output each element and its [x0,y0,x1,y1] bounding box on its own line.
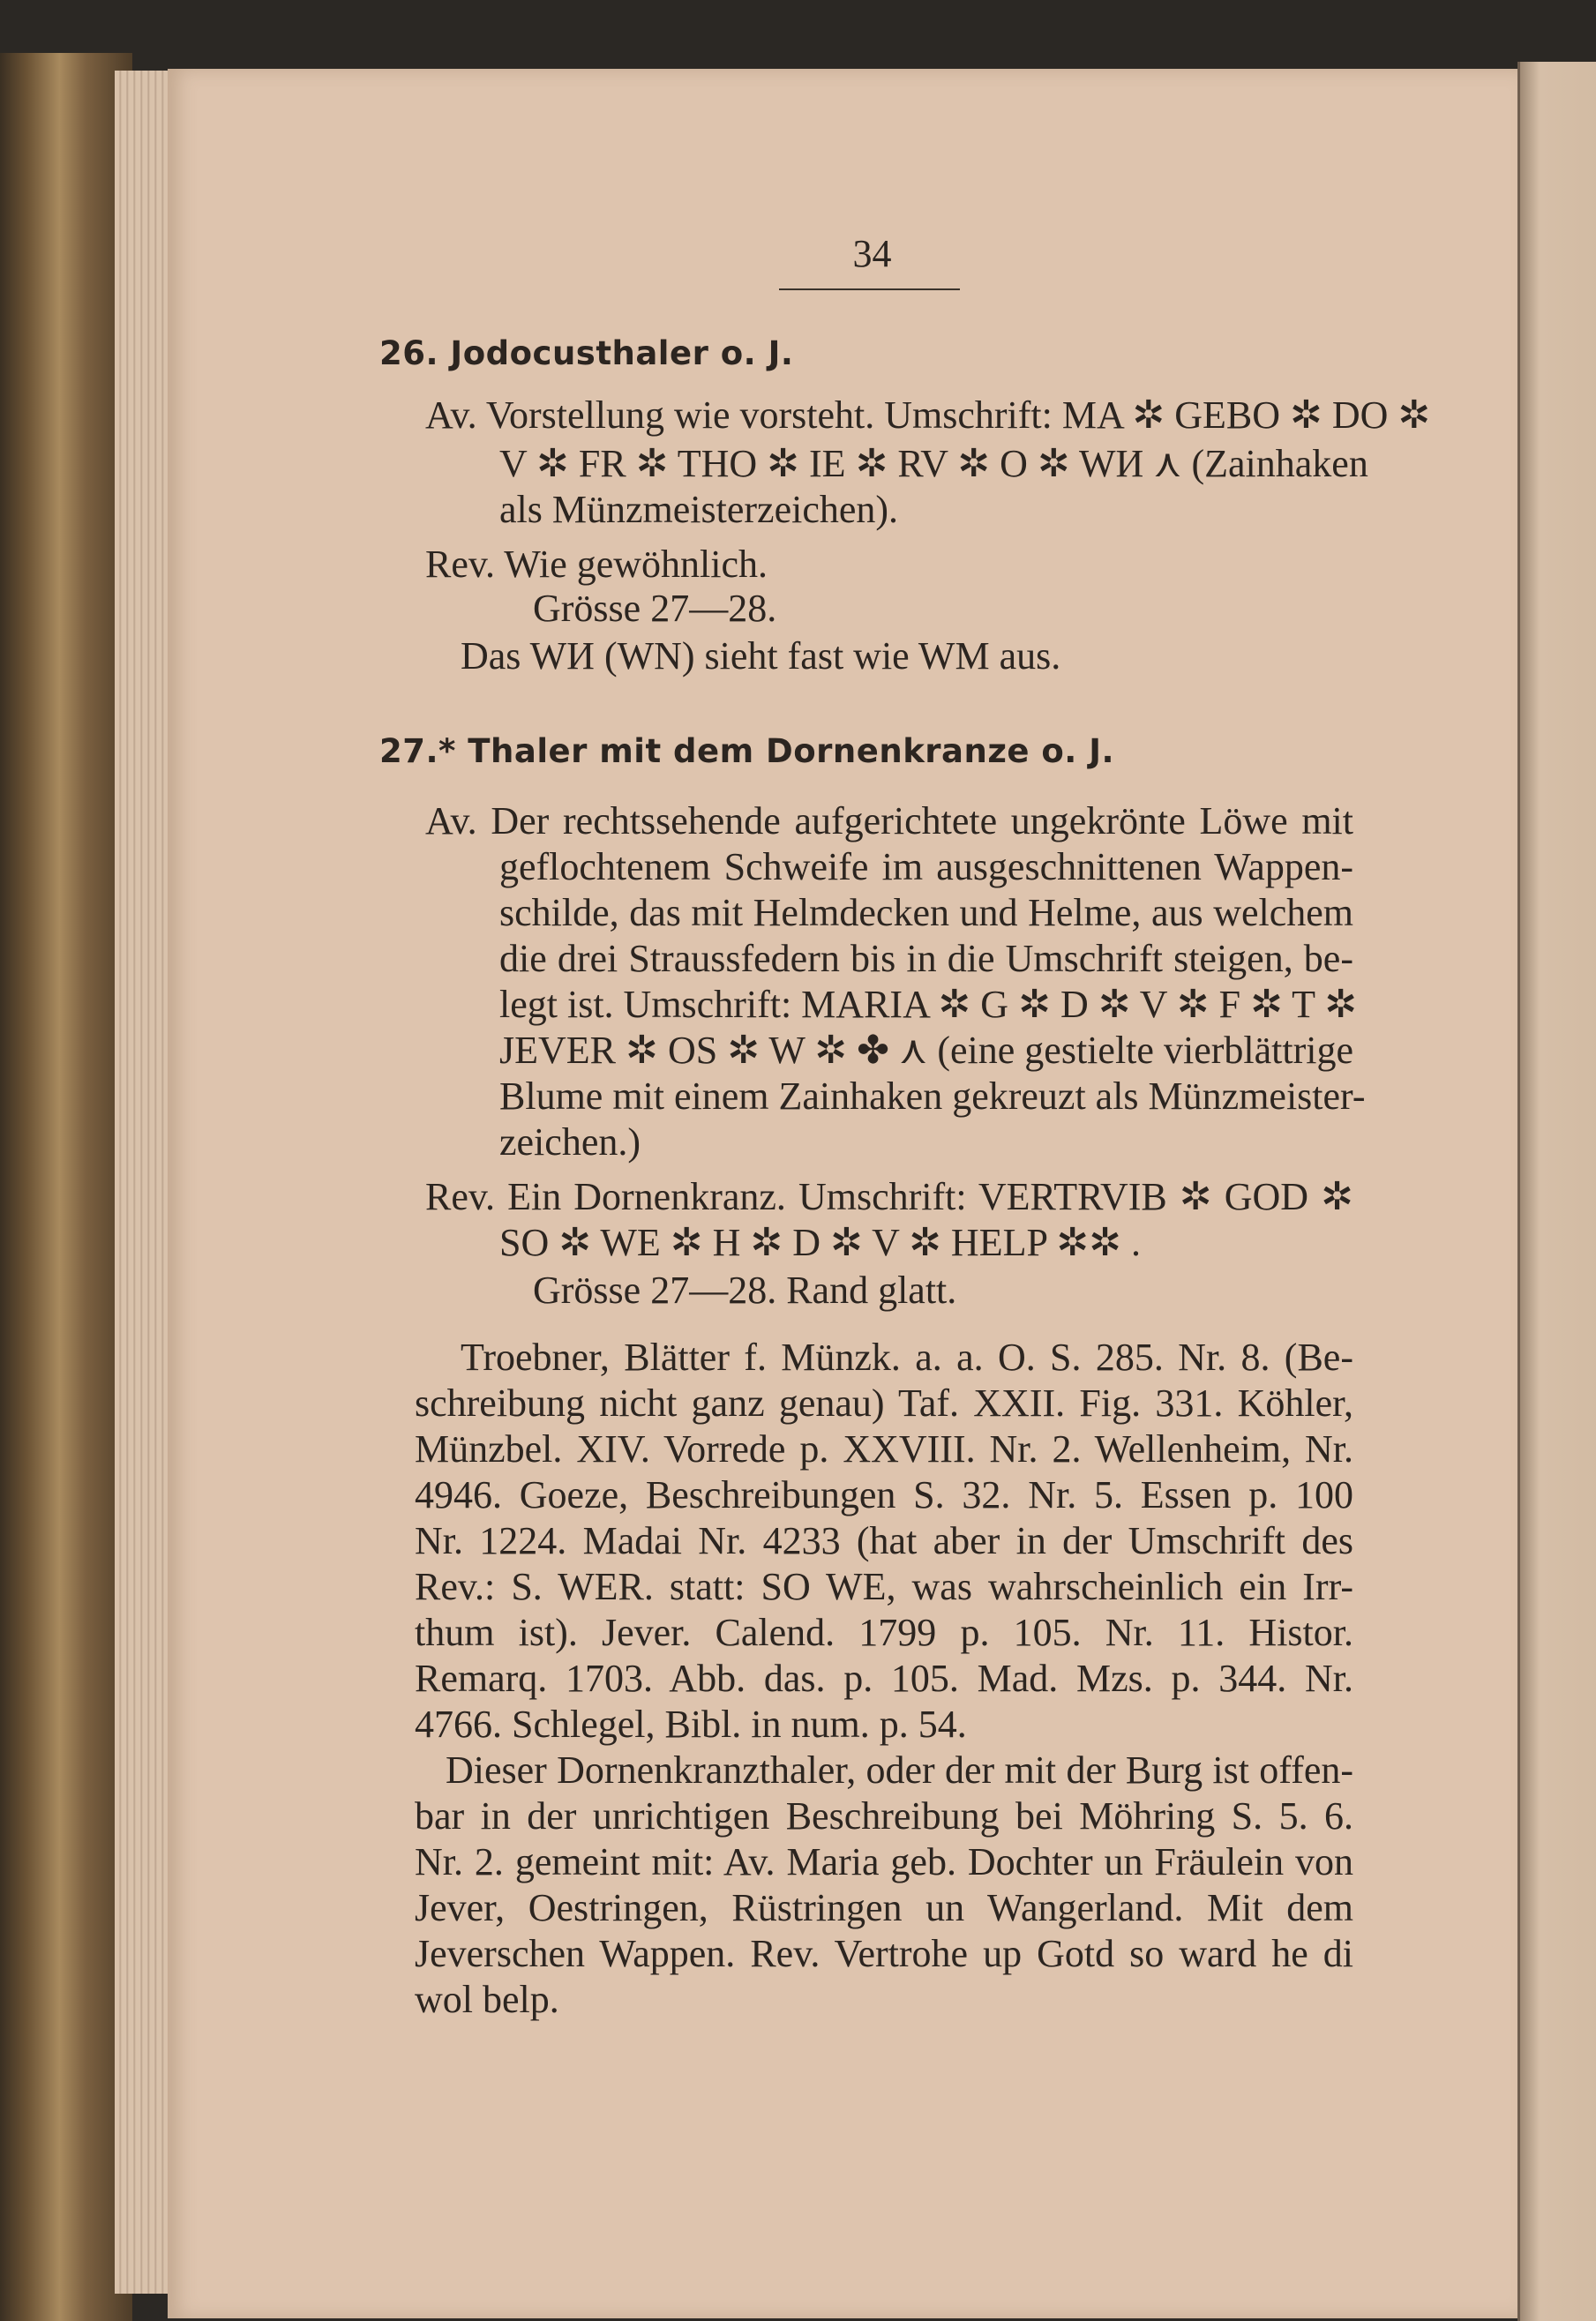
entry-27-line: die drei Straussfedern bis in die Umschrift steigen, be- [499,937,1353,980]
entry-27-line: Grösse 27—28. Rand glatt. [533,1269,957,1312]
reference-line: Jever, Oestringen, Rüstringen un Wangerland. Mit dem [415,1886,1353,1929]
entry-27-line: schilde, das mit Helmdecken und Helme, aus welchem [499,891,1353,934]
reference-line: Dieser Dornenkranzthaler, oder der mit der Burg ist offen- [446,1748,1353,1792]
reference-line: wol belp. [415,1978,559,2021]
header-rule [779,288,960,290]
entry-26-line: Av. Vorstellung wie vorsteht. Umschrift: MA ✲ GEBO ✲ DO ✲ [425,393,1431,437]
reference-line: 4946. Goeze, Beschreibungen S. 32. Nr. 5. Essen p. 100 [415,1473,1353,1516]
entry-27-line: Av. Der rechtssehende aufgerichtete ungekrönte Löwe mit [425,799,1353,842]
reference-line: Nr. 1224. Madai Nr. 4233 (hat aber in der Umschrift des [415,1519,1353,1562]
entry-26-line: Grösse 27—28. [533,587,777,630]
entry-26-title: 26. Jodocusthaler o. J. [379,334,794,372]
entry-26-line: als Münzmeisterzeichen). [499,488,899,531]
entry-27-line: legt ist. Umschrift: MARIA ✲ G ✲ D ✲ V ✲ F ✲ T ✲ [499,983,1358,1026]
entry-27-line: zeichen.) [499,1120,641,1164]
entry-27-line: Blume mit einem Zainhaken gekreuzt als Münzmeister- [499,1074,1366,1118]
reference-line: bar in der unrichtigen Beschreibung bei Möhring S. 5. 6. [415,1794,1353,1838]
reference-line: Münzbel. XIV. Vorrede p. XXVIII. Nr. 2. Wellenheim, Nr. [415,1427,1353,1471]
reference-line: Troebner, Blätter f. Münzk. a. a. O. S. 285. Nr. 8. (Be- [461,1336,1353,1379]
reference-line: Remarq. 1703. Abb. das. p. 105. Mad. Mzs. p. 344. Nr. [415,1657,1353,1700]
entry-27-line: SO ✲ WE ✲ H ✲ D ✲ V ✲ HELP ✲✲ . [499,1221,1142,1264]
entry-27-line: Rev. Ein Dornenkranz. Umschrift: VERTRVIB ✲ GOD ✲ [425,1175,1353,1218]
page-number: 34 [852,232,892,275]
reference-line: Rev.: S. WER. statt: SO WE, was wahrscheinlich ein Irr- [415,1565,1353,1608]
entry-26-line: Das WИ (WN) sieht fast wie WM aus. [461,634,1061,678]
reference-line: Nr. 2. gemeint mit: Av. Maria geb. Dochter un Fräulein von [415,1840,1353,1883]
reference-line: Jeverschen Wappen. Rev. Vertrohe up Gotd so ward he di [415,1932,1353,1975]
entry-26-line: V ✲ FR ✲ THO ✲ IE ✲ RV ✲ O ✲ WИ ⋏ (Zainhaken [499,442,1368,485]
reference-line: thum ist). Jever. Calend. 1799 p. 105. Nr. 11. Histor. [415,1611,1353,1654]
entry-27-title: 27.* Thaler mit dem Dornenkranze o. J. [379,732,1115,770]
book-spine [0,53,132,2321]
entry-27-line: geflochtenem Schweife im ausgeschnittenen Wappen- [499,845,1353,888]
entry-27-line: JEVER ✲ OS ✲ W ✲ ✤ ⋏ (eine gestielte vierblättrige [499,1029,1353,1072]
reference-line: 4766. Schlegel, Bibl. in num. p. 54. [415,1703,967,1746]
entry-26-line: Rev. Wie gewöhnlich. [425,543,768,586]
reference-line: schreibung nicht ganz genau) Taf. XXII. Fig. 331. Köhler, [415,1381,1353,1425]
facing-page-edge [1517,62,1596,2321]
